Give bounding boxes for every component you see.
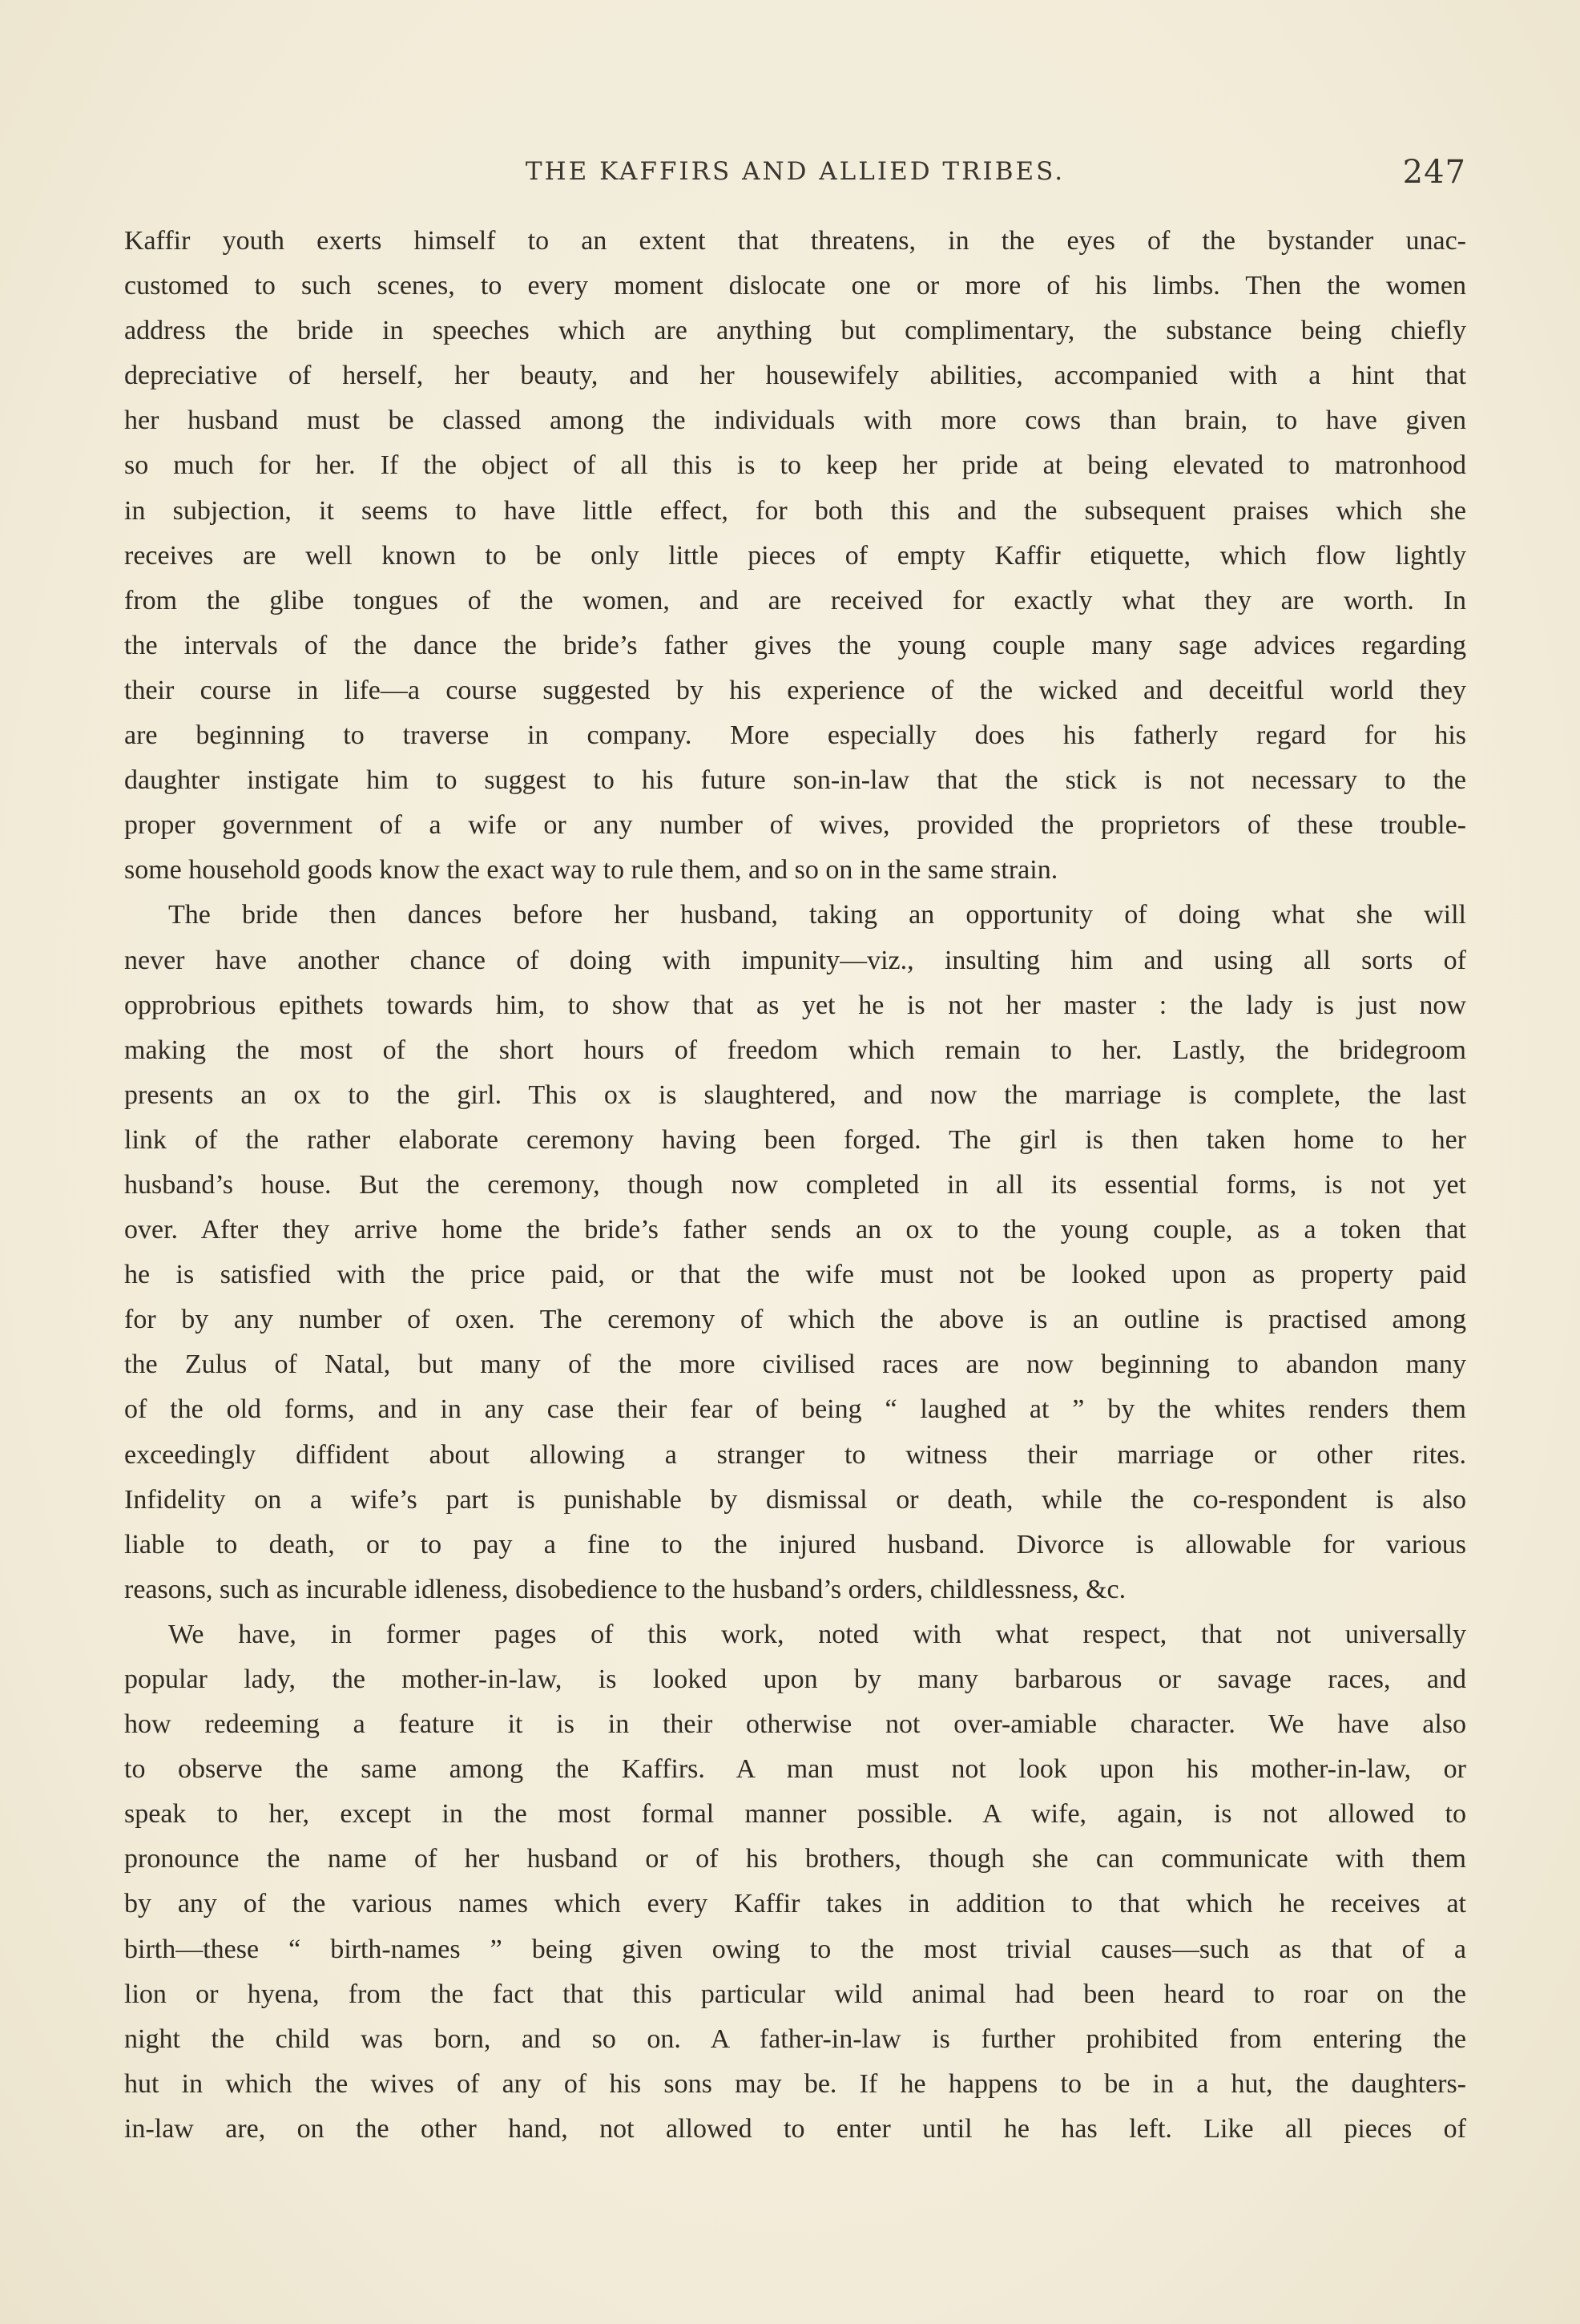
text-line: making the most of the short hours of freedom which remain to her. Lastly, the bridegroom: [124, 1035, 1466, 1065]
text-line: hut in which the wives of any of his sons may be. If he happens to be in a hut, the daughters-: [124, 2068, 1466, 2099]
text-line: night the child was born, and so on. A father-in-law is further prohibited from entering the: [124, 2023, 1466, 2054]
text-line: Infidelity on a wife’s part is punishable by dismissal or death, while the co-respondent is also: [124, 1484, 1466, 1515]
text-line: her husband must be classed among the individuals with more cows than brain, to have given: [124, 405, 1466, 436]
text-line: in subjection, it seems to have little effect, for both this and the subsequent praises which she: [124, 495, 1466, 526]
text-line: some household goods know the exact way to rule them, and so on in the same strain.: [124, 855, 1058, 886]
text-line: presents an ox to the girl. This ox is slaughtered, and now the marriage is complete, the last: [124, 1079, 1466, 1110]
text-line: speak to her, except in the most formal manner possible. A wife, again, is not allowed to: [124, 1799, 1466, 1830]
text-line: proper government of a wife or any number of wives, provided the proprietors of these trouble-: [124, 810, 1466, 841]
text-line: over. After they arrive home the bride’s father sends an ox to the young couple, as a token that: [124, 1215, 1466, 1245]
text-line: by any of the various names which every Kaffir takes in addition to that which he receives at: [124, 1889, 1466, 1919]
page-number: 247: [1402, 154, 1466, 191]
text-line: We have, in former pages of this work, noted with what respect, that not universally: [168, 1619, 1466, 1649]
text-line: popular lady, the mother-in-law, is looked upon by many barbarous or savage races, and: [124, 1664, 1466, 1694]
text-line: their course in life—a course suggested by his experience of the wicked and deceitful world they: [124, 675, 1466, 705]
text-line: birth—these “ birth-names ” being given owing to the most trivial causes—such as that of a: [124, 1934, 1466, 1964]
text-line: receives are well known to be only little pieces of empty Kaffir etiquette, which flow lightly: [124, 540, 1466, 571]
text-line: are beginning to traverse in company. More especially does his fatherly regard for his: [124, 720, 1466, 751]
text-line: in-law are, on the other hand, not allowed to enter until he has left. Like all pieces of: [124, 2113, 1466, 2144]
text-line: opprobrious epithets towards him, to show that as yet he is not her master : the lady is just now: [124, 990, 1466, 1020]
text-line: customed to such scenes, to every moment dislocate one or more of his limbs. Then the women: [124, 271, 1466, 301]
text-line: for by any number of oxen. The ceremony of which the above is an outline is practised among: [124, 1305, 1466, 1335]
text-line: link of the rather elaborate ceremony having been forged. The girl is then taken home to her: [124, 1124, 1466, 1155]
text-line: reasons, such as incurable idleness, disobedience to the husband’s orders, childlessness, &c.: [124, 1574, 1127, 1604]
text-line: address the bride in speeches which are anything but complimentary, the substance being chiefly: [124, 316, 1466, 346]
text-line: depreciative of herself, her beauty, and her housewifely abilities, accompanied with a hint that: [124, 361, 1466, 391]
running-head: [124, 154, 1466, 205]
text-line: daughter instigate him to suggest to his future son-in-law that the stick is not necessary to the: [124, 765, 1466, 796]
text-line: liable to death, or to pay a fine to the injured husband. Divorce is allowable for various: [124, 1529, 1466, 1559]
text-line: The bride then dances before her husband, taking an opportunity of doing what she will: [168, 900, 1466, 930]
text-line: so much for her. If the object of all this is to keep her pride at being elevated to matronhood: [124, 450, 1466, 481]
text-line: husband’s house. But the ceremony, though now completed in all its essential forms, is not yet: [124, 1169, 1466, 1200]
text-line: Kaffir youth exerts himself to an extent that threatens, in the eyes of the bystander unac-: [124, 226, 1466, 256]
text-line: how redeeming a feature it is in their otherwise not over-amiable character. We have also: [124, 1709, 1466, 1740]
text-line: never have another chance of doing with impunity—viz., insulting him and using all sorts of: [124, 945, 1466, 975]
text-body: [124, 219, 1466, 2152]
text-line: he is satisfied with the price paid, or that the wife must not be looked upon as property paid: [124, 1260, 1466, 1290]
text-line: lion or hyena, from the fact that this particular wild animal had been heard to roar on the: [124, 1979, 1466, 2009]
running-title: THE KAFFIRS AND ALLIED TRIBES.: [525, 157, 1066, 186]
text-line: from the glibe tongues of the women, and are received for exactly what they are worth. In: [124, 585, 1466, 615]
text-line: exceedingly diffident about allowing a stranger to witness their marriage or other rites.: [124, 1439, 1466, 1470]
text-line: of the old forms, and in any case their fear of being “ laughed at ” by the whites renders them: [124, 1394, 1466, 1425]
text-line: pronounce the name of her husband or of his brothers, though she can communicate with them: [124, 1844, 1466, 1874]
text-line: to observe the same among the Kaffirs. A man must not look upon his mother-in-law, or: [124, 1754, 1466, 1785]
text-line: the intervals of the dance the bride’s father gives the young couple many sage advices regarding: [124, 630, 1466, 660]
text-line: the Zulus of Natal, but many of the more civilised races are now beginning to abandon many: [124, 1350, 1466, 1380]
